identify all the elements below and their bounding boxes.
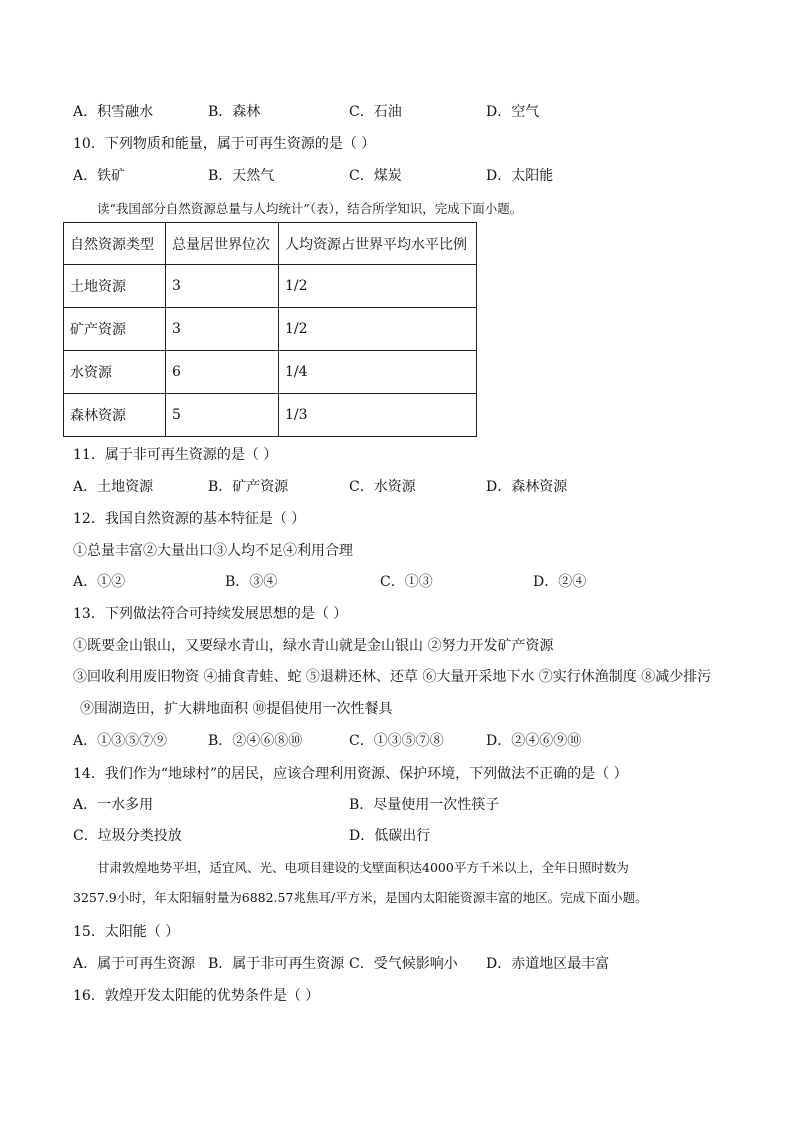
q11-option-b: B．矿产资源 <box>208 479 289 495</box>
q13-option-c: C．①③⑤⑦⑧ <box>349 733 444 749</box>
q13-statements-line2: ③回收利用废旧物资 ④捕食青蛙、蛇 ⑤退耕还林、还草 ⑥大量开采地下水 ⑦实行休渔制度 ⑧减少排污 <box>73 669 712 685</box>
table-cell: 1/3 <box>279 394 477 437</box>
q13-stem: 13．下列做法符合可持续发展思想的是（ ） <box>73 606 348 622</box>
table-cell: 矿产资源 <box>64 308 166 351</box>
q10-option-b: B．天然气 <box>208 168 275 184</box>
table-header: 总量居世界位次 <box>166 223 279 265</box>
q9-option-b: B．森林 <box>208 104 261 120</box>
q13-option-a: A．①③⑤⑦⑨ <box>73 733 168 749</box>
q10-option-d: D．太阳能 <box>486 168 554 184</box>
table-cell: 6 <box>166 351 279 394</box>
table-row <box>64 394 477 437</box>
q13-option-d: D．②④⑥⑨⑩ <box>486 733 582 749</box>
table-header: 人均资源占世界平均水平比例 <box>279 223 477 265</box>
table-header-row <box>64 223 477 265</box>
q15-option-c: C．受气候影响小 <box>349 956 458 972</box>
q15-stem: 15．太阳能（ ） <box>73 924 180 940</box>
q13-statements-line3: ⑨围湖造田，扩大耕地面积 ⑩提倡使用一次性餐具 <box>80 701 393 717</box>
q12-statements: ①总量丰富②大量出口③人均不足④利用合理 <box>73 543 353 559</box>
passage-line1: 甘肃敦煌地势平坦，适宜风、光、电项目建设的戈壁面积达4000平方千米以上，全年日照时数为 <box>97 860 629 875</box>
q9-option-c: C．石油 <box>349 104 402 120</box>
q13-statements-line1: ①既要金山银山，又要绿水青山，绿水青山就是金山银山 ②努力开发矿产资源 <box>73 638 554 654</box>
table-row <box>64 308 477 351</box>
q9-option-d: D．空气 <box>486 104 540 120</box>
table-row <box>64 351 477 394</box>
q11-option-c: C．水资源 <box>349 479 416 495</box>
q14-option-c: C．垃圾分类投放 <box>73 828 182 844</box>
table-cell: 3 <box>166 265 279 308</box>
q14-option-b: B．尽量使用一次性筷子 <box>349 797 500 813</box>
q12-stem: 12．我国自然资源的基本特征是（ ） <box>73 511 306 527</box>
table-intro: 读“我国部分自然资源总量与人均统计”（表），结合所学知识，完成下面小题。 <box>97 201 523 216</box>
table-cell: 5 <box>166 394 279 437</box>
q12-option-b: B．③④ <box>225 574 278 590</box>
resource-table <box>63 222 477 437</box>
q15-option-b: B．属于非可再生资源 <box>208 956 345 972</box>
table-cell: 土地资源 <box>64 265 166 308</box>
table-cell: 1/2 <box>279 265 477 308</box>
q10-stem: 10．下列物质和能量，属于可再生资源的是（ ） <box>73 136 376 152</box>
q12-option-c: C．①③ <box>380 574 433 590</box>
table-header: 自然资源类型 <box>64 223 166 265</box>
q14-stem: 14．我们作为“地球村”的居民，应该合理利用资源、保护环境，下列做法不正确的是（ ） <box>73 766 628 782</box>
q11-option-d: D．森林资源 <box>486 479 568 495</box>
q14-option-d: D．低碳出行 <box>349 828 431 844</box>
q15-option-d: D．赤道地区最丰富 <box>486 956 610 972</box>
q12-option-a: A．①② <box>73 574 126 590</box>
passage-line2: 3257.9小时，年太阳辐射量为6882.57兆焦耳/平方米，是国内太阳能资源丰富的地区。完成下面小题。 <box>73 890 648 905</box>
q14-option-a: A．一水多用 <box>73 797 154 813</box>
q10-option-a: A．铁矿 <box>73 168 126 184</box>
table-cell: 3 <box>166 308 279 351</box>
q12-option-d: D．②④ <box>533 574 587 590</box>
q13-option-b: B．②④⑥⑧⑩ <box>208 733 303 749</box>
q11-option-a: A．土地资源 <box>73 479 154 495</box>
table-cell: 森林资源 <box>64 394 166 437</box>
q15-option-a: A．属于可再生资源 <box>73 956 196 972</box>
q16-stem: 16．敦煌开发太阳能的优势条件是（ ） <box>73 988 320 1004</box>
q10-option-c: C．煤炭 <box>349 168 402 184</box>
table-cell: 1/2 <box>279 308 477 351</box>
table-cell: 1/4 <box>279 351 477 394</box>
q11-stem: 11．属于非可再生资源的是（ ） <box>73 447 278 463</box>
q9-option-a: A．积雪融水 <box>73 104 154 120</box>
table-cell: 水资源 <box>64 351 166 394</box>
table-row <box>64 265 477 308</box>
